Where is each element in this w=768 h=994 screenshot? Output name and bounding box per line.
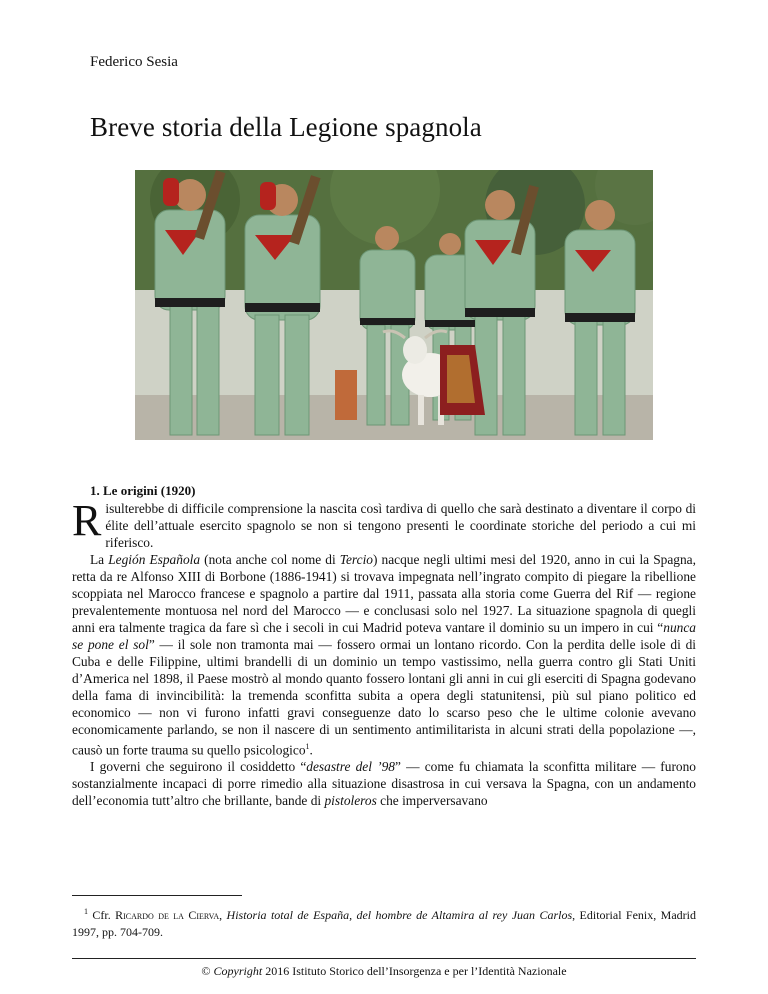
copyright-symbol: © bbox=[201, 964, 211, 978]
p2-quote: nunca se pone el sol bbox=[72, 620, 696, 652]
p2-text-b: (nota anche col nome di bbox=[200, 552, 340, 567]
parade-photo bbox=[135, 170, 653, 440]
p2-text-a: La bbox=[90, 552, 109, 567]
p3-text-c: che imperversavano bbox=[376, 793, 488, 809]
parade-photo-illustration bbox=[135, 170, 653, 440]
fn-text-a: Cfr. bbox=[88, 908, 116, 922]
p3-text-a: I governi che seguirono il cosiddetto “ bbox=[90, 759, 307, 775]
p3-desastre: desastre del ’98 bbox=[306, 759, 396, 775]
author-name: Federico Sesia bbox=[90, 54, 178, 70]
paragraph-1 bbox=[72, 496, 696, 551]
p3-text-b: ” — come fu chiamata la sconfitta militare — furono sostanzialmente incapaci di porre rimedio alla situazione disastrosa in cui versava la Spagna, con un andamento dell’economia tutt’altro che brillante, bande di bbox=[72, 759, 696, 809]
paragraph-2 bbox=[72, 551, 696, 758]
footnote-number: 1 bbox=[84, 907, 88, 916]
p3-pistoleros: pistoleros bbox=[324, 793, 377, 809]
copyright-word: Copyright bbox=[213, 964, 263, 978]
page-footer bbox=[72, 964, 696, 979]
p2-legion: Legión Española bbox=[108, 552, 201, 567]
p2-text-e: . bbox=[309, 742, 313, 758]
footer-divider bbox=[72, 958, 696, 959]
drop-cap: R bbox=[72, 496, 102, 545]
footer-text: 2016 Istituto Storico dell’Insorgenza e per l’Identità Nazionale bbox=[262, 964, 567, 978]
fn-text-c: , Editorial Fenix, Madrid 1997, pp. 704-709. bbox=[72, 908, 696, 939]
body-text bbox=[72, 496, 696, 809]
paragraph-1-text: isulterebbe di difficile comprensione la nascita così tardiva di quello che sarà destinato a diventare il corpo di élite dell’attuale esercito spagnolo se non si tengono presenti le coordinate storiche del periodo a cui mi riferisco. bbox=[105, 501, 696, 550]
fn-work: Historia total de España, del hombre de Altamira al rey Juan Carlos bbox=[226, 908, 573, 922]
paragraph-3 bbox=[72, 758, 696, 809]
footnote-divider bbox=[72, 895, 242, 896]
fn-text-b: , bbox=[219, 908, 227, 922]
fn-author: Ricardo de la Cierva bbox=[115, 908, 220, 922]
p2-text-d: ” — il sole non tramonta mai — fossero ormai un lontano ricordo. Con la perdita delle isole di di Cuba e delle Filippine, ultimi brandelli di un dominio un tempo vastissimo, nella guerra contro gli Stati Uniti d’America nel 1898, il Paese mostrò al mondo quanto fossero lontani gli anni in cui gli eserciti di Spagna godevano della fama di invincibilità: la tremenda sconfitta subita a opera degli statunitensi, più sul piano politico ed economico — non vi furono infatti gravi conseguenze dato lo scarso peso che le ultime colonie avevano economicamente parlando, se non il nascere di un sentimento antimilitarista in alcuni strati della popolazione —, causò un forte trauma su quello psicologico bbox=[72, 637, 696, 758]
footnote bbox=[72, 903, 696, 941]
document-title: Breve storia della Legione spagnola bbox=[90, 112, 482, 142]
footnote-ref[interactable]: 1 bbox=[305, 742, 310, 751]
section-heading: 1. Le origini (1920) bbox=[90, 483, 196, 498]
p2-text-c: ) nacque negli ultimi mesi del 1920, anno in cui la Spagna, retta da re Alfonso XIII di Borbone (1886-1941) si trovava impegnata nell’ingrato compito di piegare la ribellione scoppiata nel Marocco francese e spagnolo a partire dal 1911, passata alla storia come Guerra del Rif — regione prevalentemente montuosa nel nord del Marocco — e conclusasi solo nel 1927. La situazione spagnola di quegli anni era talmente tragica da fare sì che i secoli in cui Madrid poteva vantare il dominio su un impero in cui “ bbox=[72, 552, 696, 635]
p2-tercio: Tercio bbox=[339, 552, 373, 567]
